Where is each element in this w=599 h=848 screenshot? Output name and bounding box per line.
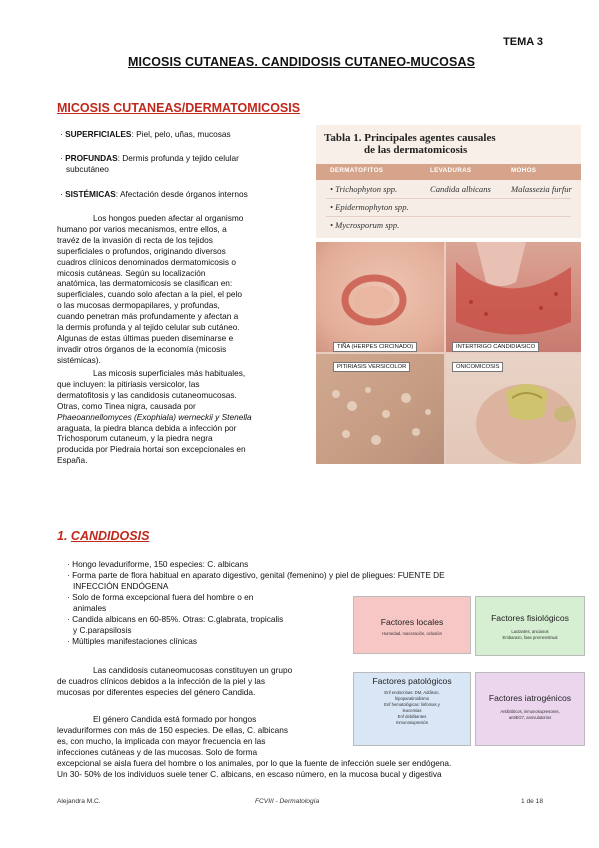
factor-detail: antiEG7, anovulatorios <box>508 715 552 720</box>
factor-detail: leucemias <box>402 708 422 713</box>
bullet-item: · Forma parte de flora habitual en aparato digestivo, genital (femenino) y piel de pliegues: FUENTE DE INFECCIÓN ENDÓGENA <box>67 570 445 591</box>
factor-title: Factores fisiológicos <box>491 613 569 623</box>
bullet-item: · Solo de forma excepcional fuera del hombre o en animales <box>67 592 254 613</box>
paragraph-dermatomicosis <box>57 213 311 366</box>
bullet-item: · Hongo levaduriforme, 150 especies: C. albicans <box>67 559 249 569</box>
factor-detail: Enf debilitantes <box>397 714 427 719</box>
line: Algunas de estas últimas pueden diseminarse e <box>57 332 234 343</box>
intertrigo-lesion-image <box>446 242 581 352</box>
footer-page-number: 1 de 18 <box>521 798 543 805</box>
table-header-levaduras: LEVADURAS <box>430 167 472 174</box>
photo-tina <box>316 242 444 352</box>
photo-intertrigo <box>446 242 581 352</box>
factor-detail: Humedad, maceración, oclusión <box>382 631 442 636</box>
bullet-text: INFECCIÓN ENDÓGENA <box>73 581 169 591</box>
photo-label-onicomicosis: ONICOMICOSIS <box>452 362 503 372</box>
section-title: CANDIDOSIS <box>70 529 150 543</box>
bullet-item: · Candida albicans en 60-85%. Otras: C.glabrata, tropicalis y C.parapsilosis <box>67 614 284 635</box>
paragraph-micosis-superficiales <box>57 368 311 466</box>
bullet-superficiales: · SUPERFICIALES: Piel, pelo, uñas, mucosas <box>60 129 231 139</box>
bullet-text: y C.parapsilosis <box>73 625 132 635</box>
bullet-text: Solo de forma excepcional fuera del hombre o en <box>72 592 254 602</box>
line: superficiales, cuando solo afectan a la piel, el pelo <box>57 289 242 300</box>
bullet-text: subcutáneo <box>66 164 109 174</box>
factor-detail: Lactantes, ancianos <box>511 629 549 634</box>
table-title-line: Tabla 1. Principales agentes causales <box>324 132 496 144</box>
factor-box-fisiologicos <box>475 596 585 656</box>
line: superficiales o profundos, originando diversos <box>57 245 226 256</box>
bullet-text: : Piel, pelo, uñas, mucosas <box>131 129 231 139</box>
line: cuadros clínicos denominados dermatomicosis o <box>57 256 236 267</box>
table-header-dermatofitos: DERMATOFITOS <box>330 167 384 174</box>
line: El género Candida está formado por hongos <box>93 714 257 724</box>
line: Las micosis superficiales más habituales, <box>93 368 246 378</box>
line: de cuadros clínicos debidos a la infección de la piel y las <box>57 675 266 686</box>
line: anatómica, las dermatomicosis se clasifican en: <box>57 278 233 289</box>
line: que incluyen: la pitiriasis versicolor, las <box>57 378 200 389</box>
tina-lesion-image <box>316 242 444 352</box>
table-cell: • Epidermophyton spp. <box>330 202 409 212</box>
line: Phaeoannellomyces (Exophiala) werneckii y Stenella <box>57 411 252 422</box>
factor-box-iatrogenicos <box>475 672 585 746</box>
factor-box-locales <box>353 596 471 654</box>
factor-detail: Enf endocrinas: DM, Addison, <box>384 690 440 695</box>
factor-box-patologicos <box>353 672 471 746</box>
bullet-term: SUPERFICIALES <box>65 129 132 139</box>
table-header-row <box>316 164 581 180</box>
line: Trichosporum cutaneum, y la piedra negra <box>57 433 213 444</box>
table-title <box>324 132 496 156</box>
line: invadir otros órganos de la economía (micosis <box>57 343 227 354</box>
bullet-term: SISTÉMICAS <box>65 189 116 199</box>
bullet-text: animales <box>73 603 107 613</box>
factor-title: Factores patológicos <box>372 676 452 686</box>
line: sistémicas). <box>57 354 101 365</box>
bullet-profundas: · PROFUNDAS: Dermis profunda y tejido celular subcutáneo <box>60 153 239 174</box>
factor-detail: Embarazo, fase premenstrual <box>502 635 558 640</box>
table-divider <box>326 216 571 217</box>
factor-detail: Inmunosupresión <box>395 720 429 725</box>
photo-label-pitiriasis: PITIRIASIS VERSICOLOR <box>333 362 410 372</box>
line: la dermis profunda y al tejido celular sub cutáneo. <box>57 322 240 333</box>
photo-label-tina: TIÑA (HERPES CIRCINADO) <box>333 342 417 352</box>
line: Un 30- 50% de los individuos suele tener C. albicans, en escaso número, en la mucosa bucal y digestiva <box>57 768 442 779</box>
table-title-line: de las dermatomicosis <box>364 144 468 156</box>
factor-detail: Enf hematológicas: linfomas y <box>384 702 440 707</box>
table-cell: • Mycrosporum spp. <box>330 220 400 230</box>
table-agentes-causales <box>316 125 581 238</box>
line: cuando penetran más profundamente y afectan a <box>57 311 239 322</box>
table-cell: • Trichophyton spp. <box>330 184 398 194</box>
clinical-photo-collage <box>316 242 581 464</box>
table-cell: Malassezia furfur <box>511 184 572 194</box>
document-title: MICOSIS CUTANEAS. CANDIDOSIS CUTANEO-MUCOSAS <box>128 55 476 69</box>
paragraph-genero-candida <box>57 714 347 758</box>
section-heading-candidosis <box>57 529 149 543</box>
line: mucosas por diferentes especies del género Candida. <box>57 686 256 697</box>
line: levaduriformes con más de 150 especies. De ellas, C. albicans <box>57 724 289 735</box>
bullet-sistemicas: · SISTÉMICAS: Afectación desde órganos internos <box>60 189 248 199</box>
bullet-item: · Múltiples manifestaciones clínicas <box>67 636 198 646</box>
section-number: 1. <box>57 529 68 543</box>
paragraph-genero-candida-cont <box>57 758 547 780</box>
bullet-text: Hongo levaduriforme, 150 especies: C. albicans <box>72 559 249 569</box>
bullet-text: : Dermis profunda y tejido celular <box>117 153 239 163</box>
line: Otras, como Tinea nigra, causada por <box>57 400 196 411</box>
paragraph-candidosis-intro <box>57 665 347 698</box>
line: producida por Piedraia hortai son excepcionales en <box>57 444 246 455</box>
table-header-mohos: MOHOS <box>511 167 537 174</box>
line: es, con mucho, la implicada con mayor frecuencia en las <box>57 735 266 746</box>
line: dermatofitosis y las candidosis cutaneomucosas. <box>57 389 237 400</box>
line: Los hongos pueden afectar al organismo <box>93 213 244 223</box>
footer-author: Alejandra M.C. <box>57 798 101 805</box>
bullet-text: Forma parte de flora habitual en aparato digestivo, genital (femenino) y piel de pliegues: FUENTE DE <box>72 570 445 580</box>
line: araguata, la piedra blanca debida a infección por <box>57 422 237 433</box>
footer-course: FCVIII - Dermatología <box>255 798 320 805</box>
factor-detail: Antibióticos, inmunosupresores, <box>500 709 560 714</box>
bullet-text: Candida albicans en 60-85%. Otras: C.glabrata, tropicalis <box>72 614 284 624</box>
line: infecciones cutáneas y de las mucosas. Solo de forma <box>57 746 258 757</box>
factor-title: Factores iatrogénicos <box>488 693 572 703</box>
line: Las candidosis cutaneomucosas constituyen un grupo <box>93 665 293 675</box>
line: travéz de la invasión di recta de los tejidos <box>57 234 213 245</box>
line: micosis cutáneas. Según su localización <box>57 267 206 278</box>
factor-title: Factores locales <box>380 617 444 627</box>
factor-detail: hipoparatiroidismo <box>394 696 430 701</box>
line: excepcional se aisla fuera del hombre o los animales, por lo que la fuente de infección suele ser endógena. <box>57 758 452 768</box>
bullet-text: Múltiples manifestaciones clínicas <box>72 636 198 646</box>
line: humano por varios mecanismos, entre ellos, a <box>57 223 227 234</box>
section-heading-micosis: MICOSIS CUTANEAS/DERMATOMICOSIS <box>57 101 301 115</box>
bullet-text: : Afectación desde órganos internos <box>115 189 248 199</box>
line: España. <box>57 455 88 466</box>
line: o las mucosas dermopapilares, y profundas, <box>57 300 220 311</box>
table-divider <box>326 198 571 199</box>
table-body <box>316 180 581 238</box>
tema-number: TEMA 3 <box>503 36 543 48</box>
photo-label-intertrigo: INTERTRIGO CANDIDIASICO <box>452 342 539 352</box>
table-cell: Candida albicans <box>430 184 491 194</box>
bullet-term: PROFUNDAS <box>65 153 118 163</box>
